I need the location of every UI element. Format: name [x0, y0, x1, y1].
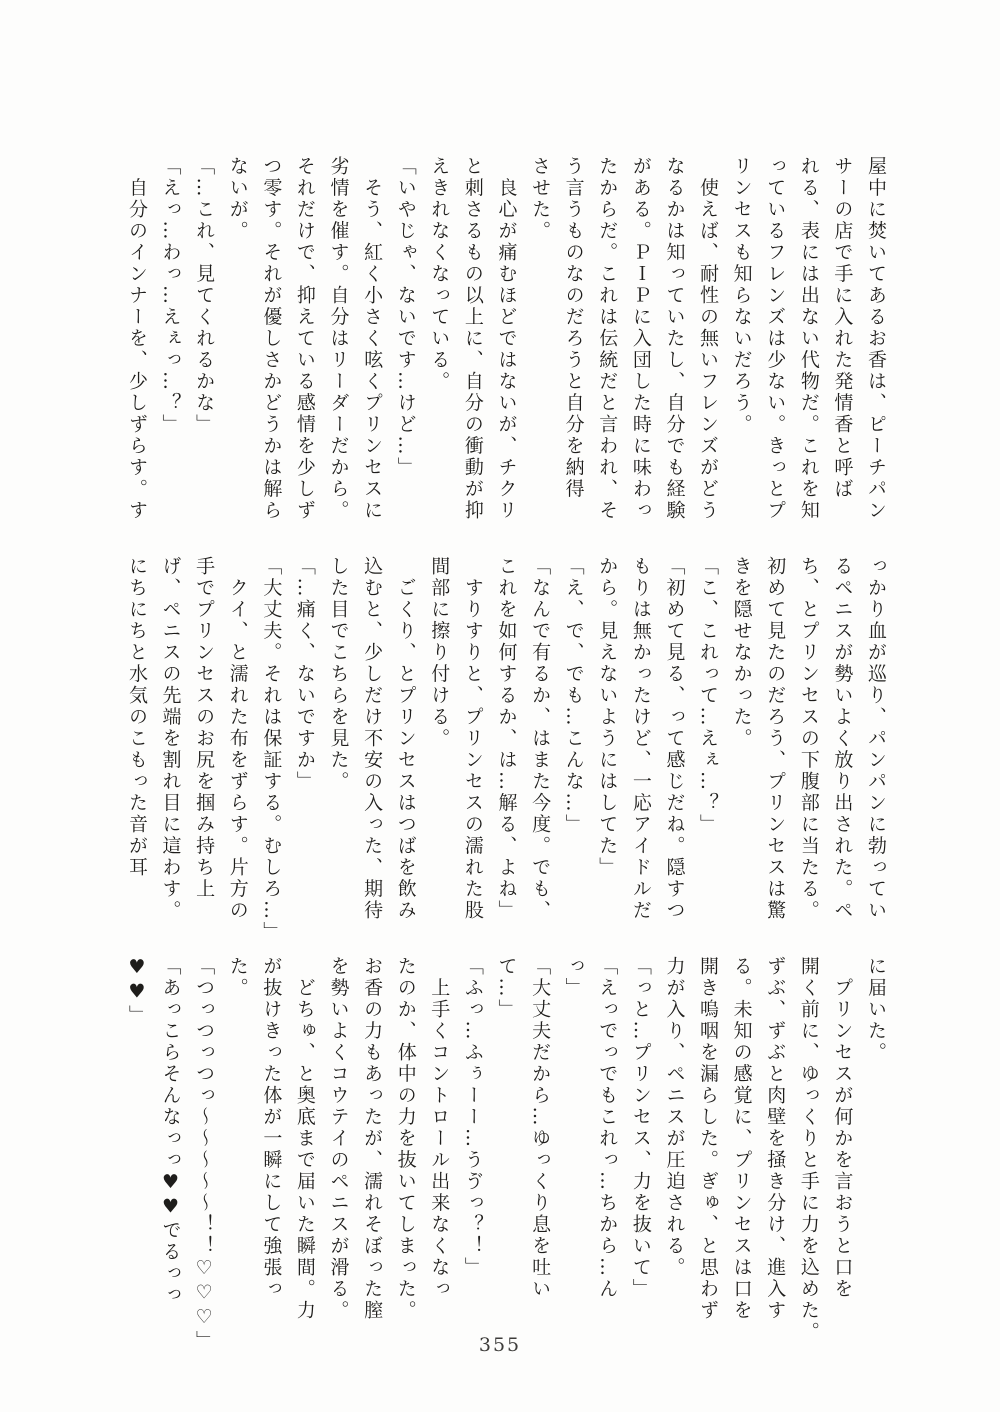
text-column: クイ、と濡れた布をずらす。片方の [226, 556, 249, 922]
text-band-middle [119, 556, 892, 946]
text-column: お香の力もあったが、濡れそぼった膣 [361, 956, 384, 1322]
text-column: 「大丈夫だから…ゆっくり息を吐い [529, 956, 552, 1300]
text-column: て…」 [495, 956, 518, 1021]
text-column: もりは無かったけど、一応アイドルだ [629, 556, 652, 922]
text-column: 込むと、少しだけ不安の入った、期待 [361, 556, 384, 922]
text-column: るペニスが勢いよく放り出された。ペ [831, 556, 854, 922]
text-column: 自分のインナーを、少しずらす。す [125, 156, 148, 522]
text-column: 間部に擦り付ける。 [428, 556, 451, 750]
text-column: これを如何するか、は…解る、よね」 [495, 556, 518, 922]
text-column: そう、紅く小さく呟くプリンセスに [361, 156, 384, 522]
text-column: 「こ、これって…えぇ…？」 [697, 556, 720, 836]
text-column: ないが。 [226, 156, 249, 242]
text-column: なるかは知っていたし、自分でも経験 [663, 156, 686, 522]
text-column: 良心が痛むほどではないが、チクリ [495, 156, 518, 522]
text-column: たのか、体中の力を抜いてしまった。 [394, 956, 417, 1322]
text-column: どちゅ、と奥底まで届いた瞬間。力 [293, 956, 316, 1322]
text-band-top [119, 156, 892, 540]
text-column: る。未知の感覚に、プリンセスは口を [730, 956, 753, 1322]
text-column: ♥♥」 [125, 956, 148, 1027]
text-column: 屋中に焚いてあるお香は、ピーチパン [865, 156, 887, 522]
text-column: サーの店で手に入れた発情香と呼ば [831, 156, 854, 500]
text-column: つ零す。それが優しさかどうかは解ら [260, 156, 283, 522]
text-column: う言うものなのだろうと自分を納得 [562, 156, 585, 500]
text-column: 「…痛く、ないですか」 [293, 556, 316, 793]
text-column: っ」 [562, 956, 585, 999]
text-column: 「っと…プリンセス、力を抜いて」 [629, 956, 652, 1300]
text-column: と刺さるもの以上に、自分の衝動が抑 [461, 156, 484, 522]
text-column: にちにちと水気のこもった音が耳 [125, 556, 148, 879]
text-column: 手でプリンセスのお尻を掴み持ち上 [193, 556, 216, 900]
text-column: 「つっつっつっ～～～～～！！♡♡♡」 [193, 956, 216, 1352]
text-column: っかり血が巡り、パンパンに勃ってい [865, 556, 887, 922]
text-column: させた。 [529, 156, 552, 242]
text-column: に届いた。 [865, 956, 887, 1064]
text-column: 「…これ、見てくれるかな」 [193, 156, 216, 436]
text-column: きを隠せなかった。 [730, 556, 753, 750]
text-column: プリンセスが何かを言おうと口を [831, 956, 854, 1300]
text-column: それだけで、抑えている感情を少しず [293, 156, 316, 522]
text-column: 開き嗚咽を漏らした。ぎゅ、と思わず [697, 956, 720, 1322]
text-column: れる、表には出ない代物だ。これを知 [797, 156, 820, 522]
text-column: 「えっ…わっ…えぇっ…？」 [159, 156, 182, 436]
text-column: 上手くコントロール出来なくなっ [428, 956, 451, 1300]
text-column: 「え、で、でも…こんな…」 [562, 556, 585, 836]
text-column: を勢いよくコウテイのペニスが滑る。 [327, 956, 350, 1322]
text-column: たからだ。これは伝統だと言われ、そ [596, 156, 619, 522]
text-column: すりすりと、プリンセスの濡れた股 [461, 556, 484, 922]
text-column: げ、ペニスの先端を割れ目に這わす。 [159, 556, 182, 922]
text-column: 「あっこらそんなっっ♥♥でるっっ [159, 956, 182, 1306]
text-column: 「いやじゃ、ないです…けど…」 [394, 156, 417, 479]
text-column: 開く前に、ゆっくりと手に力を込めた。 [797, 956, 820, 1343]
text-column: 「大丈夫。それは保証する。むしろ…」 [260, 556, 283, 943]
text-column: 「なんで有るか、はまた今度。でも、 [529, 556, 552, 922]
text-column: ずぶ、ずぶと肉壁を掻き分け、進入す [764, 956, 787, 1322]
text-column: ち、とプリンセスの下腹部に当たる。 [797, 556, 820, 922]
text-column: リンセスも知らないだろう。 [730, 156, 753, 436]
text-column: 劣情を催す。自分はリーダーだから。 [327, 156, 350, 522]
text-column: 「えっでっでもこれっ…ちから…ん [596, 956, 619, 1300]
text-column: えきれなくなっている。 [428, 156, 451, 393]
text-column: 力が入り、ペニスが圧迫される。 [663, 956, 686, 1279]
text-column: 「初めて見る、って感じだね。隠すつ [663, 556, 686, 922]
text-column: 使えば、耐性の無いフレンズがどう [697, 156, 720, 522]
text-column: が抜けきった体が一瞬にして強張っ [260, 956, 283, 1300]
text-column: がある。ＰＩＰに入団した時に味わっ [629, 156, 652, 522]
text-column: っているフレンズは少ない。きっとプ [764, 156, 787, 522]
text-column: た。 [226, 956, 249, 999]
text-column: 「ふっ…ふぅーー…うゔっ？！」 [461, 956, 484, 1279]
page-number: 355 [478, 1334, 522, 1356]
text-column: から。見えないようにはしてた」 [596, 556, 619, 879]
text-column: ごくり、とプリンセスはつばを飲み [394, 556, 417, 922]
text-column: 初めて見たのだろう、プリンセスは驚 [764, 556, 787, 922]
text-column: した目でこちらを見た。 [327, 556, 350, 793]
